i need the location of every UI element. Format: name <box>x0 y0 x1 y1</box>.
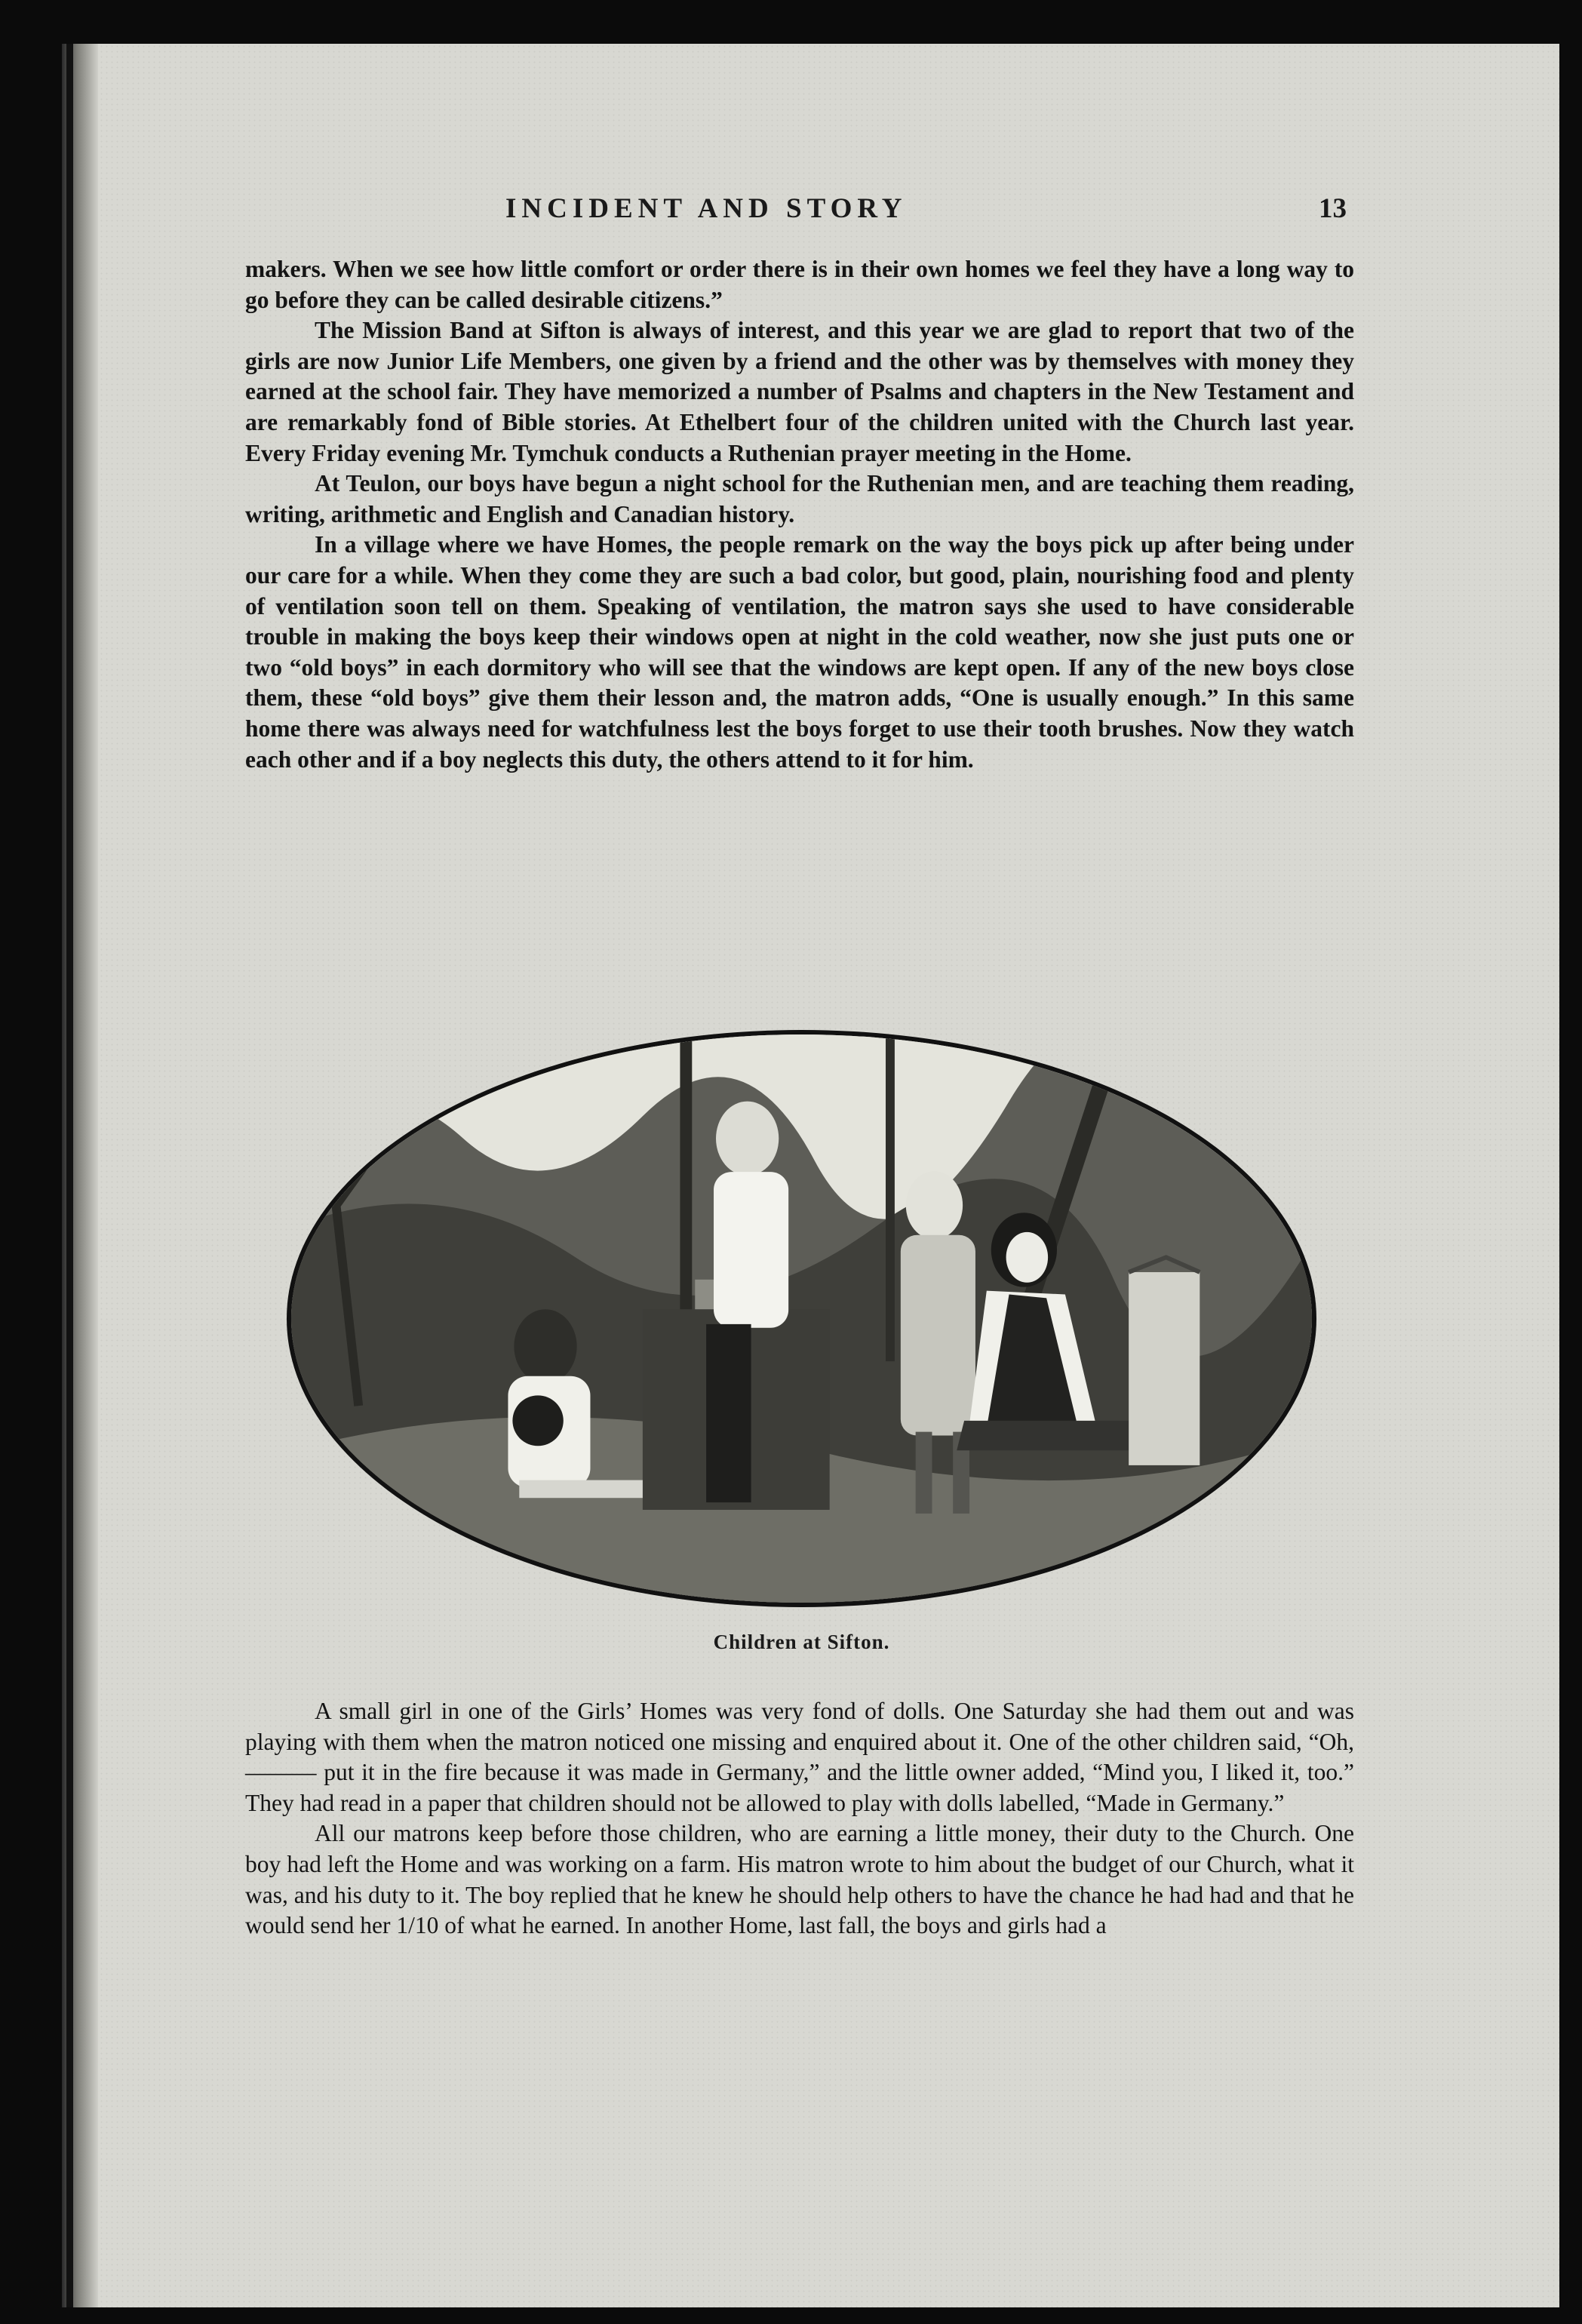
page-edge-line <box>66 44 73 2307</box>
paragraph-teulon: At Teulon, our boys have begun a night school for the Ruthenian men, and are teaching them reading, writing, arithmetic and English and Canadian history. <box>245 470 1354 527</box>
paragraph-continuation: makers. When we see how little comfort or order there is in their own homes we feel they have a long way to go before they can be called desirable citizens.” <box>245 256 1354 313</box>
upper-text <box>245 254 1354 775</box>
paragraph-village-homes: In a village where we have Homes, the people remark on the way the boys pick up after being under our care for a while. When they come they are such a bad color, but good, plain, nourishing food and plenty of ventilation soon tell on them. Speaking of ventilation, the matron says she used to have considerable trouble in making the boys keep their windows open at night in the cold weather, now she just puts one or two “old boys” in each dormitory who will see that the windows are kept open. If any of the new boys close them, these “old boys” give them their lesson and, the matron adds, “One is usually enough.” In this same home there was always need for watchfulness lest the boys forget to use their tooth brushes. Now they watch each other and if a boy neglects this duty, the others attend to it for him. <box>245 531 1354 773</box>
page-number: 13 <box>1319 193 1347 224</box>
paragraph-dolls: A small girl in one of the Girls’ Homes was very fond of dolls. One Saturday she had them out and was playing with them when the matron noticed one missing and enquired about it. One of the other children said, “Oh, ——— put it in the fire because it was made in Germany,” and the little owner added, “Mind you, I liked it, too.” They had read in a paper that children should not be allowed to play with dolls labelled, “Made in Germany.” <box>245 1698 1354 1816</box>
photo-caption: Children at Sifton. <box>713 1631 890 1653</box>
running-title: INCIDENT AND STORY <box>505 193 908 224</box>
photo-children-at-sifton <box>287 1030 1316 1607</box>
paragraph-matrons-duty: All our matrons keep before those children, who are earning a little money, their duty to the Church. One boy had left the Home and was working on a farm. His matron wrote to him about the budget of our Church, what it was, and his duty to it. The boy replied that he knew he should help others to have the chance he had had and that he would send her 1/10 of what he earned. In another Home, last fall, the boys and girls had a <box>245 1820 1354 1939</box>
paragraph-mission-band: The Mission Band at Sifton is always of interest, and this year we are glad to report that two of the girls are now Junior Life Members, one given by a friend and the other was by themselves with money they earned at the school fair. They have memorized a number of Psalms and chapters in the New Testament and are remarkably fond of Bible stories. At Ethelbert four of the children united with the Church last year. Every Friday evening Mr. Tymchuk conducts a Ruthenian prayer meeting in the Home. <box>245 317 1354 466</box>
lower-text <box>245 1696 1354 1941</box>
photo-illustration <box>291 1034 1312 1603</box>
